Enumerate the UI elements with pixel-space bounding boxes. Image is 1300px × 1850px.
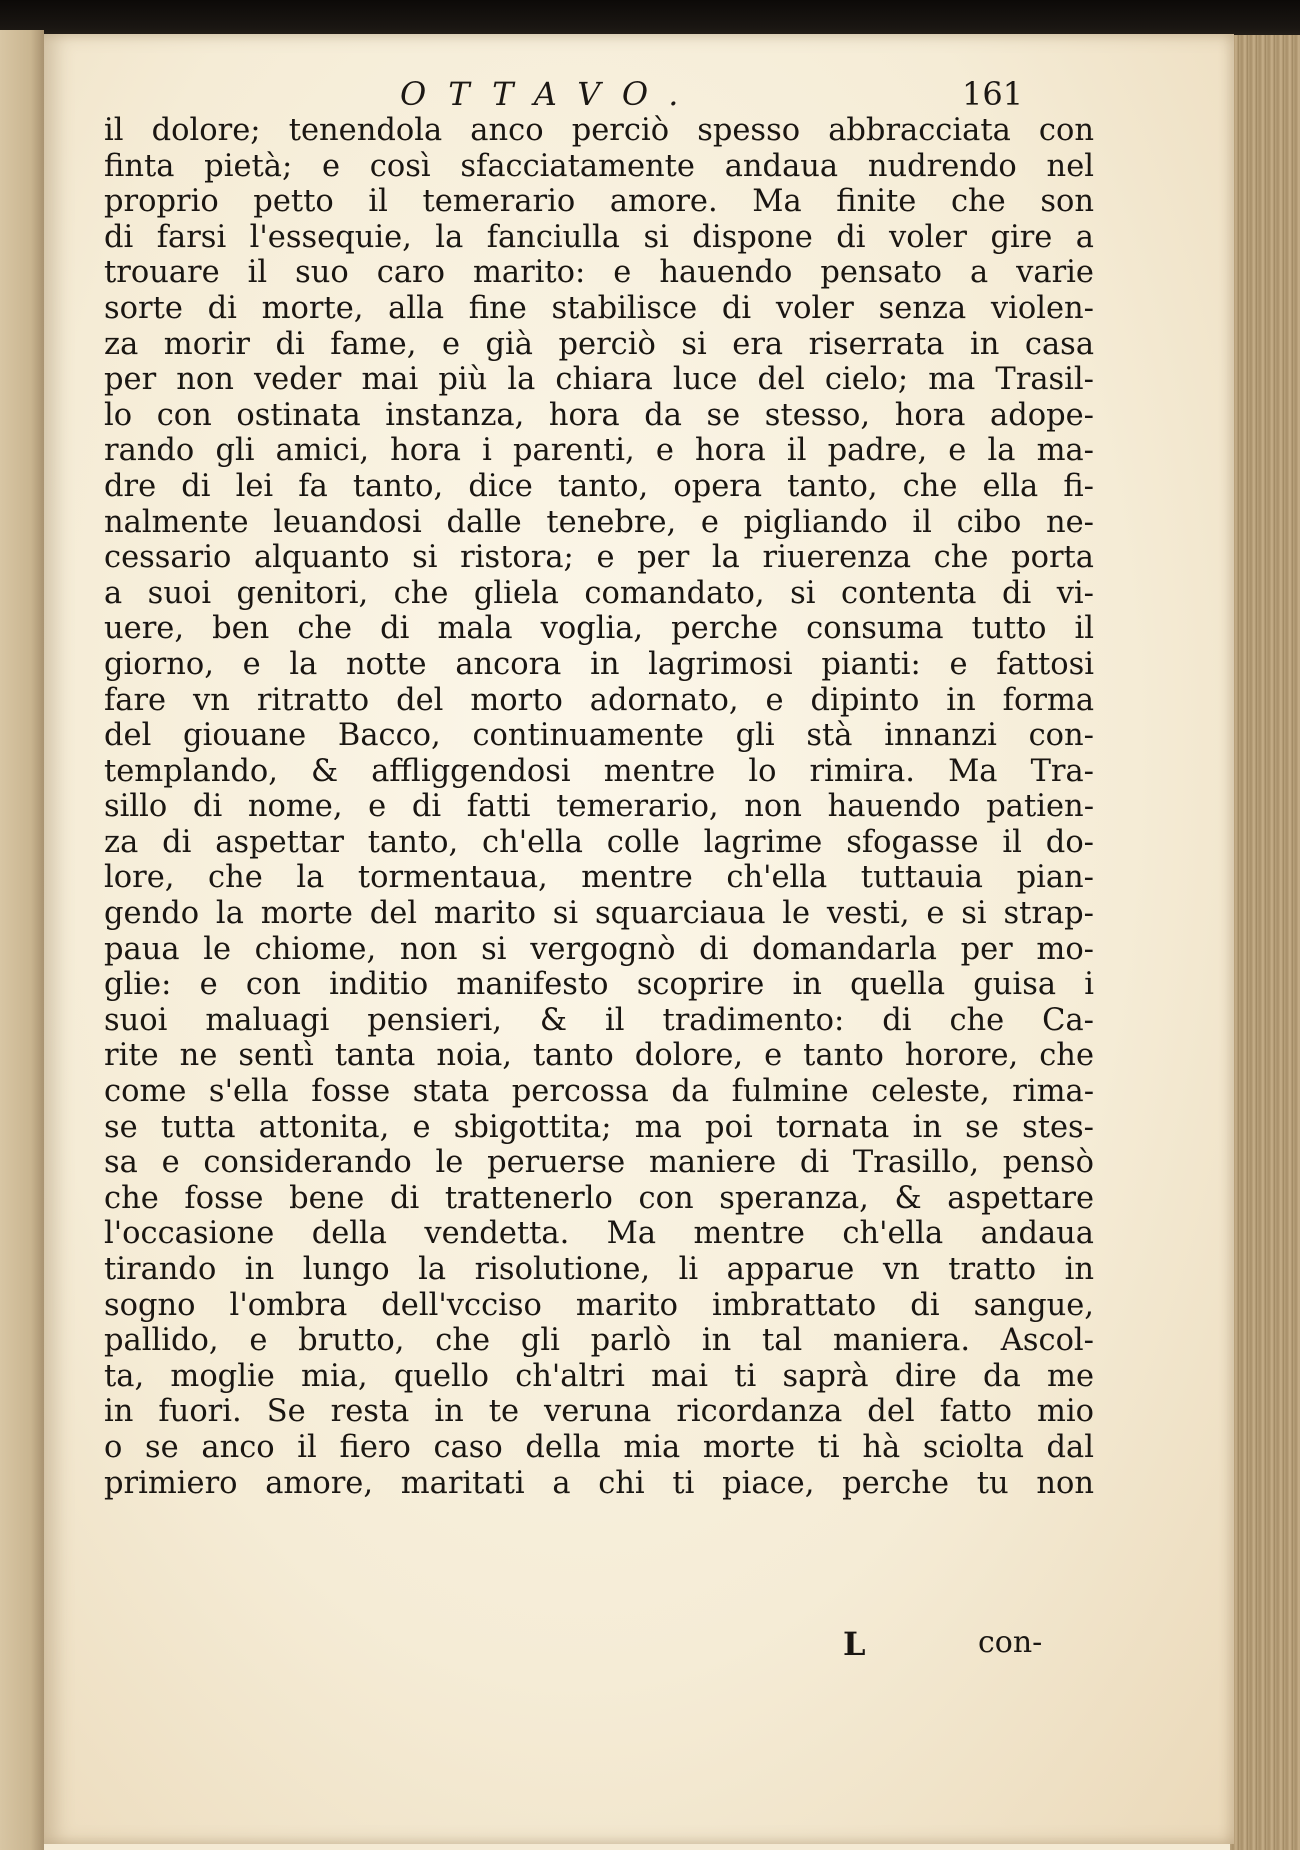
text-line: tirando in lungo la risolutione, li apparue vn tratto in (104, 1252, 1094, 1287)
text-line: dre di lei fa tanto, dice tanto, opera tanto, che ella fi- (104, 468, 1094, 504)
text-line: suoi maluagi pensieri, & il tradimento: di che Ca- (104, 1002, 1094, 1038)
signature-mark: L (843, 1625, 866, 1663)
facing-page-edge (0, 30, 44, 1850)
text-line: za di aspettar tanto, ch'ella colle lagrime sfogasse il do- (104, 824, 1094, 860)
text-line: fare vn ritratto del morto adornato, e dipinto in forma (104, 682, 1094, 718)
text-line: come s'ella fosse stata percossa da fulmine celeste, rima- (104, 1074, 1094, 1110)
text-line: za morir di fame, e già perciò si era riserrata in casa (104, 326, 1094, 362)
text-line: uere, ben che di mala voglia, perche consuma tutto il (104, 611, 1094, 647)
text-line: se tutta attonita, e sbigottita; ma poi tornata in se stes- (104, 1109, 1094, 1145)
text-line: giorno, e la notte ancora in lagrimosi pianti: e fattosi (104, 646, 1094, 682)
text-line: nalmente leuandosi dalle tenebre, e pigliando il cibo ne- (104, 504, 1094, 540)
page-number: 161 (962, 75, 1024, 113)
text-line: gendo la morte del marito si squarciaua le vesti, e si strap- (104, 896, 1094, 932)
text-line: glie: e con inditio manifesto scoprire in quella guisa i (104, 967, 1094, 1003)
text-line: paua le chiome, non si vergognò di domandarla per mo- (104, 931, 1094, 967)
text-line: che fosse bene di trattenerlo con speranza, & aspettare (104, 1180, 1094, 1216)
catchword: con- (978, 1625, 1043, 1660)
text-line: ta, moglie mia, quello ch'altri mai ti saprà dire da me (104, 1358, 1094, 1394)
text-line: sa e considerando le peruerse maniere di Trasillo, pensò (104, 1145, 1094, 1181)
text-line: lore, che la tormentaua, mentre ch'ella tuttauia pian- (104, 860, 1094, 896)
text-line: pallido, e brutto, che gli parlò in tal maniera. Ascol- (104, 1323, 1094, 1359)
body-text (104, 113, 1094, 1501)
text-line: cessario alquanto si ristora; e per la riuerenza che porta (104, 540, 1094, 576)
text-line: di farsi l'essequie, la fanciulla si dispone di voler gire a (104, 219, 1094, 255)
text-line: a suoi genitori, che gliela comandato, si contenta di vi- (104, 575, 1094, 611)
text-line: finta pietà; e così sfacciatamente andaua nudrendo nel (104, 148, 1094, 184)
text-line: in fuori. Se resta in te veruna ricordanza del fatto mio (104, 1394, 1094, 1430)
text-line: per non veder mai più la chiara luce del cielo; ma Trasil- (104, 362, 1094, 398)
text-line: o se anco il fiero caso della mia morte ti hà sciolta dal (104, 1429, 1094, 1465)
text-line: l'occasione della vendetta. Ma mentre ch'ella andaua (104, 1216, 1094, 1252)
text-line: il dolore; tenendola anco perciò spesso abbracciata con (104, 113, 1094, 148)
text-line: proprio petto il temerario amore. Ma finite che son (104, 184, 1094, 220)
text-line: primiero amore, maritati a chi ti piace, perche tu non (104, 1465, 1094, 1501)
text-line: rando gli amici, hora i parenti, e hora il padre, e la ma- (104, 433, 1094, 469)
text-line: templando, & affliggendosi mentre lo rimira. Ma Tra- (104, 753, 1094, 789)
page-fore-edge (1230, 35, 1300, 1850)
running-title: OTTAVO. (400, 75, 701, 113)
text-line: lo con ostinata instanza, hora da se stesso, hora adope- (104, 397, 1094, 433)
text-line: del giouane Bacco, continuamente gli stà innanzi con- (104, 718, 1094, 754)
text-line: sillo di nome, e di fatti temerario, non hauendo patien- (104, 789, 1094, 825)
text-line: sogno l'ombra dell'vccisо marito imbrattato di sangue, (104, 1287, 1094, 1323)
text-line: rite ne sentì tanta noia, tanto dolore, e tanto horore, che (104, 1038, 1094, 1074)
text-line: trouare il suo caro marito: e hauendo pensato a varie (104, 255, 1094, 291)
text-line: sorte di morte, alla fine stabilisce di voler senza violen- (104, 290, 1094, 326)
